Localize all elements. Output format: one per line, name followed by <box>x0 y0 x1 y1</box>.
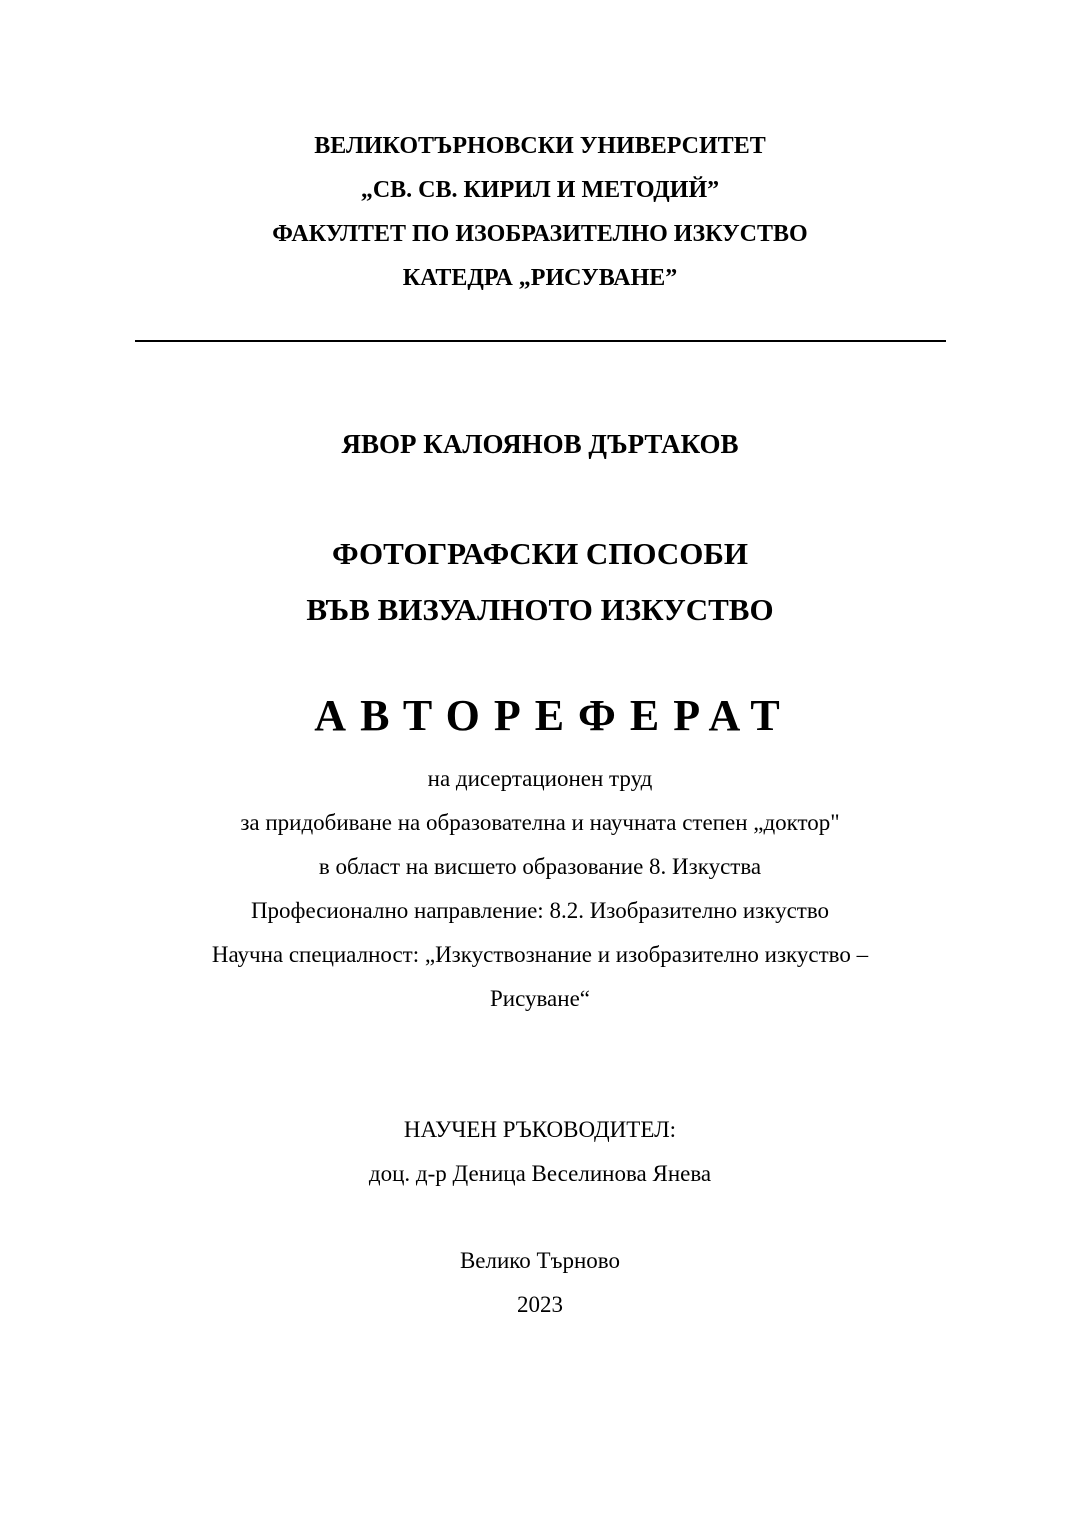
description-line-1: на дисертационен труд <box>427 766 653 791</box>
thesis-title-line-2: ВЪВ ВИЗУАЛНОТО ИЗКУСТВО <box>306 592 774 627</box>
city: Велико Търново <box>459 1248 621 1273</box>
department-heading: КАТЕДРА „РИСУВАНЕ” <box>402 265 678 291</box>
description-line-3: в област на висшето образование 8. Изкуства <box>318 854 762 879</box>
document-type: АВТОРЕФЕРАТ <box>314 691 794 740</box>
header-divider <box>135 340 946 342</box>
university-name: „СВ. СВ. КИРИЛ И МЕТОДИЙ” <box>360 177 720 203</box>
thesis-title-line-1: ФОТОГРАФСКИ СПОСОБИ <box>331 536 749 571</box>
supervisor-name: доц. д-р Деница Веселинова Янева <box>368 1161 712 1186</box>
description-line-2: за придобиване на образователна и научната степен „доктор" <box>240 810 840 835</box>
description-line-5: Научна специалност: „Изкуствознание и изобразително изкуство – <box>211 942 869 967</box>
year: 2023 <box>517 1292 563 1317</box>
author-name: ЯВОР КАЛОЯНОВ ДЪРТАКОВ <box>341 429 739 459</box>
faculty-heading: ФАКУЛТЕТ ПО ИЗОБРАЗИТЕЛНО ИЗКУСТВО <box>272 221 808 247</box>
description-line-6: Рисуване“ <box>490 986 590 1011</box>
supervisor-label: НАУЧЕН РЪКОВОДИТЕЛ: <box>403 1117 677 1142</box>
description-line-4: Професионално направление: 8.2. Изобразително изкуство <box>250 898 830 923</box>
university-heading: ВЕЛИКОТЪРНОВСКИ УНИВЕРСИТЕТ <box>314 133 766 159</box>
